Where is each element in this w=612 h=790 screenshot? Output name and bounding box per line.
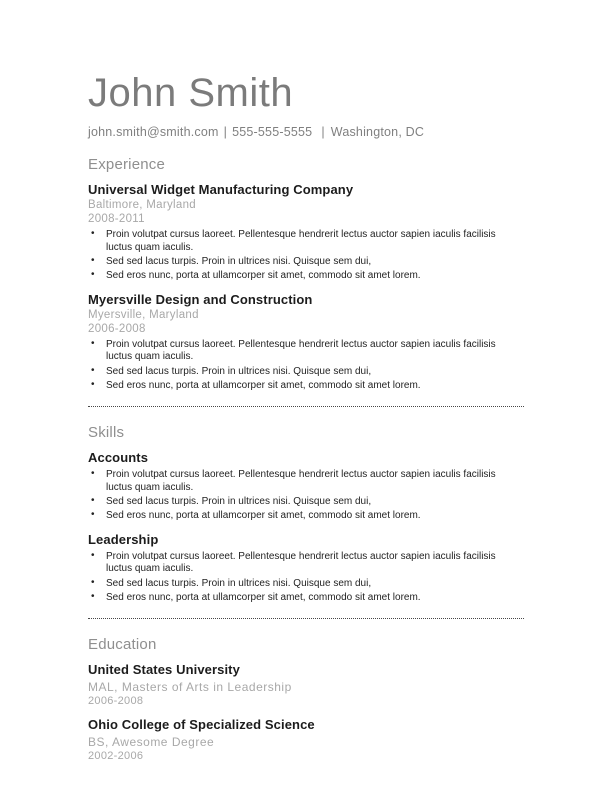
bullet-item	[88, 380, 524, 393]
bullet-marker: •	[91, 364, 95, 376]
bullet-marker: •	[91, 337, 95, 349]
resume-name: John Smith	[88, 71, 294, 115]
section-heading-skills: Skills	[88, 423, 125, 441]
bullet-text: Sed sed lacus turpis. Proin in ultrices nisi. Quisque sem dui,	[106, 365, 372, 377]
bullet-list	[88, 551, 524, 605]
section-heading-experience: Experience	[88, 156, 166, 173]
education-entry	[88, 717, 528, 763]
contact-separator: |	[321, 125, 325, 139]
bullet-marker: •	[91, 254, 95, 266]
skill-group	[88, 450, 528, 523]
bullet-marker: •	[91, 509, 95, 521]
bullet-item	[88, 469, 524, 495]
bullet-item	[88, 578, 524, 591]
bullet-text: Sed eros nunc, porta at ullamcorper sit amet, commodo sit amet lorem.	[106, 270, 421, 282]
bullet-item	[88, 339, 524, 365]
bullet-marker: •	[91, 576, 95, 588]
school-degree: BS, Awesome Degree	[88, 734, 215, 749]
job-entry	[88, 292, 528, 393]
job-title: Myersville Design and Construction	[88, 292, 313, 308]
bullet-text: Proin volutpat cursus laoreet. Pellentesque hendrerit lectus auctor sapien iaculis facilisis luctus quam iaculis.	[106, 550, 496, 575]
skill-group-title: Accounts	[88, 450, 149, 466]
bullet-marker: •	[91, 269, 95, 281]
bullet-marker: •	[91, 227, 95, 239]
bullet-item	[88, 229, 524, 255]
bullet-item	[88, 510, 524, 523]
bullet-text: Proin volutpat cursus laoreet. Pellentesque hendrerit lectus auctor sapien iaculis facilisis luctus quam iaculis.	[106, 338, 496, 363]
bullet-text: Sed sed lacus turpis. Proin in ultrices nisi. Quisque sem dui,	[106, 577, 372, 589]
bullet-text: Proin volutpat cursus laoreet. Pellentesque hendrerit lectus auctor sapien iaculis facilisis luctus quam iaculis.	[106, 468, 496, 493]
education-entry	[88, 662, 528, 708]
section-heading-education: Education	[88, 635, 157, 653]
bullet-text: Sed eros nunc, porta at ullamcorper sit amet, commodo sit amet lorem.	[106, 510, 421, 522]
contact-line	[88, 125, 528, 139]
bullet-text: Sed eros nunc, porta at ullamcorper sit amet, commodo sit amet lorem.	[106, 380, 421, 392]
job-entry	[88, 182, 528, 283]
contact-location: Washington, DC	[330, 125, 425, 139]
bullet-marker: •	[91, 467, 95, 479]
bullet-item	[88, 270, 524, 283]
contact-email: john.smith@smith.com	[88, 125, 219, 139]
bullet-list	[88, 469, 524, 523]
bullet-marker: •	[91, 379, 95, 391]
bullet-text: Sed sed lacus turpis. Proin in ultrices nisi. Quisque sem dui,	[106, 495, 372, 507]
job-location: Baltimore, Maryland	[88, 198, 196, 211]
job-dates: 2008-2011	[88, 212, 145, 225]
skill-group-title: Leadership	[88, 531, 159, 547]
bullet-list	[88, 229, 524, 283]
bullet-item	[88, 592, 524, 605]
dotted-divider	[88, 406, 524, 407]
job-dates: 2006-2008	[88, 322, 146, 335]
bullet-text: Sed eros nunc, porta at ullamcorper sit amet, commodo sit amet lorem.	[106, 591, 421, 603]
contact-separator: |	[223, 125, 228, 139]
bullet-marker: •	[91, 549, 95, 561]
bullet-list	[88, 339, 524, 393]
dotted-divider	[88, 618, 524, 619]
bullet-item	[88, 256, 524, 269]
school-dates: 2002-2006	[88, 749, 144, 762]
bullet-text: Sed sed lacus turpis. Proin in ultrices nisi. Quisque sem dui,	[106, 255, 372, 267]
bullet-marker: •	[91, 494, 95, 506]
school-name: United States University	[88, 661, 240, 677]
bullet-item	[88, 551, 524, 577]
bullet-item	[88, 496, 524, 509]
school-name: Ohio College of Specialized Science	[88, 717, 315, 733]
school-degree: MAL, Masters of Arts in Leadership	[88, 679, 292, 694]
contact-phone: 555-555-5555	[232, 125, 313, 139]
school-dates: 2006-2008	[88, 694, 144, 707]
bullet-item	[88, 366, 524, 379]
job-location: Myersville, Maryland	[88, 308, 199, 321]
skill-group	[88, 532, 528, 605]
bullet-marker: •	[91, 590, 95, 602]
bullet-text: Proin volutpat cursus laoreet. Pellentesque hendrerit lectus auctor sapien iaculis facilisis luctus quam iaculis.	[106, 228, 496, 253]
job-title: Universal Widget Manufacturing Company	[88, 182, 354, 198]
